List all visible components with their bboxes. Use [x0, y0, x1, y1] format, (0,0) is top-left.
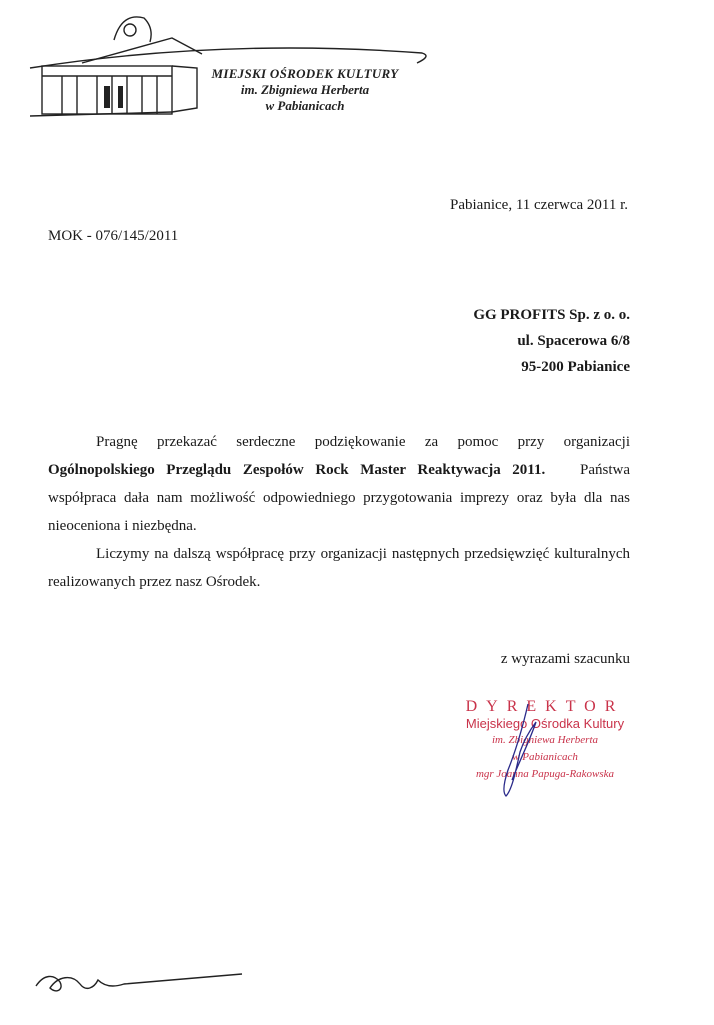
paragraph-2: Liczymy na dalszą współpracę przy organizacji następnych przedsięwzięć kulturalnych realizowanych przez nasz Ośrodek.	[48, 546, 630, 590]
org-line-1: MIEJSKI OŚRODEK KULTURY	[211, 66, 399, 81]
addressee-block	[473, 302, 630, 380]
letter-body	[48, 428, 630, 596]
event-name: Ogólnopolskiego Przeglądu Zespołów Rock Master Reaktywacja 2011.	[48, 462, 546, 478]
signature-icon	[486, 700, 556, 800]
stamp-title: DYREKTOR	[465, 698, 625, 715]
stamp-line-3: im. Zbigniewa Herberta	[491, 734, 599, 746]
letter-date: Pabianice, 11 czerwca 2011 r.	[450, 197, 628, 213]
paragraph-1-start: Pragnę przekazać serdeczne podziękowanie za pomoc przy organizacji	[96, 434, 630, 450]
addressee-company: GG PROFITS Sp. z o. o.	[473, 307, 630, 323]
stamp-line-2: Miejskiego Ośrodka Kultury	[465, 716, 625, 731]
decorative-footer-mark-icon	[34, 964, 244, 998]
closing-phrase: z wyrazami szacunku	[500, 651, 630, 667]
organization-name	[200, 66, 410, 114]
org-line-2: im. Zbigniewa Herberta	[240, 82, 370, 97]
stamp-line-4: w Pabianicach	[512, 751, 578, 763]
paragraph-1	[48, 428, 630, 540]
stamp-line-5: mgr Joanna Papuga-Rakowska	[475, 768, 615, 780]
addressee-street: ul. Spacerowa 6/8	[517, 333, 630, 349]
reference-number: MOK - 076/145/2011	[48, 228, 179, 244]
paragraph-1-end: Państwa współpraca dała nam możliwość odpowiedniego przygotowania imprezy oraz była dla nas nieoceniona i niezbędna.	[48, 462, 631, 534]
org-line-3: w Pabianicach	[265, 98, 345, 113]
addressee-city: 95-200 Pabianice	[521, 359, 630, 375]
